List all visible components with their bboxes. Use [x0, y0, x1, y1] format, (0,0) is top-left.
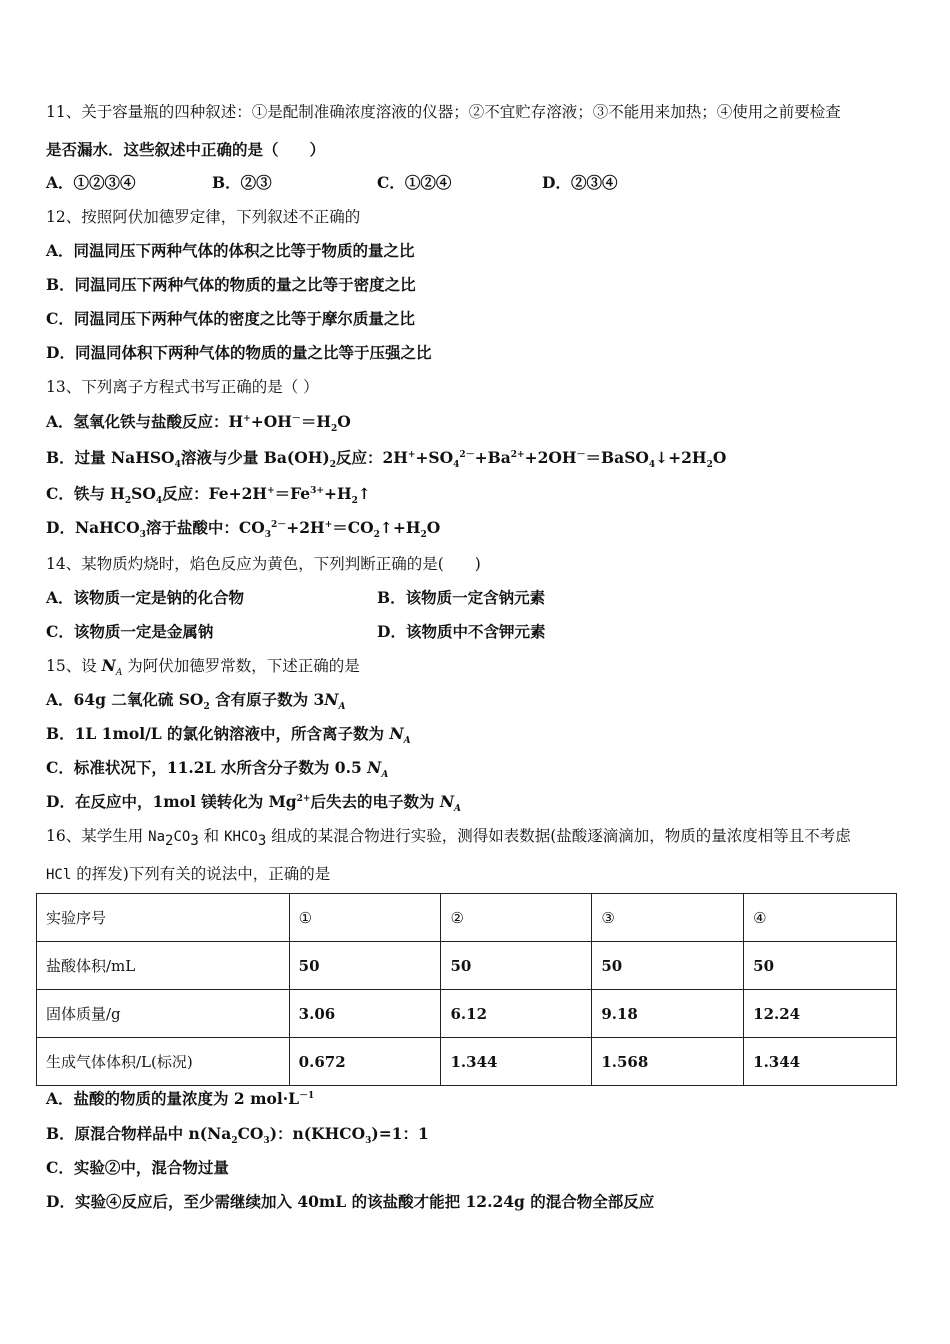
table-row	[37, 894, 897, 942]
q14-option-a: A．该物质一定是钠的化合物	[46, 588, 245, 607]
table-header-cell: 实验序号	[37, 894, 290, 942]
q16-stem-line1: 16、某学生用 $Na_2CO_3$ 和 $KHCO_3$ 组成的某混合物进行实验，测得如表数据(盐酸逐滴滴加，物质的量浓度相等且不考虑	[46, 827, 851, 850]
q14-option-d: D．该物质中不含钾元素	[377, 622, 546, 641]
q11-option-b: B．②③	[212, 173, 272, 192]
q15-option-b: B．1L 1mol/L 的氯化钠溶液中，所含离子数为 $N_A$	[46, 724, 411, 747]
table-cell: 3.06	[289, 990, 441, 1038]
table-cell: 0.672	[289, 1038, 441, 1086]
q13-option-d: D．NaHCO$_3$溶于盐酸中：$CO_3^{2-}+2H^+=CO_2↑+H_2O$	[46, 518, 441, 541]
table-cell: 盐酸体积/mL	[37, 942, 290, 990]
table-row	[37, 942, 897, 990]
q13-option-c: C．铁与 $H_2SO_4$反应：$Fe+2H^+=Fe^{3+}+H_2↑$	[46, 484, 371, 507]
table-cell: 1.568	[592, 1038, 744, 1086]
table-cell: 50	[289, 942, 441, 990]
q13-option-b: B．过量 NaHSO$_4$溶液与少量 $Ba(OH)_2$反应：$2H^++SO_4^{2-}+Ba^{2+}+2OH^-=BaSO_4↓+2H_2O$	[46, 448, 727, 471]
q12-stem: 12、按照阿伏加德罗定律，下列叙述不正确的	[46, 208, 361, 226]
q15-option-a: A．64g 二氧化硫 $SO_2$ 含有原子数为 $3N_A$	[46, 690, 346, 713]
table-header-cell: ①	[289, 894, 441, 942]
q14-option-b: B．该物质一定含钠元素	[377, 588, 546, 607]
table-header-cell: ②	[441, 894, 592, 942]
table-header-cell: ③	[592, 894, 744, 942]
experiment-table	[36, 893, 897, 1086]
q16-option-d: D．实验④反应后，至少需继续加入 40mL 的该盐酸才能把 12.24g 的混合物全部反应	[46, 1192, 655, 1211]
q13-stem: 13、下列离子方程式书写正确的是（ ）	[46, 378, 319, 396]
q11-stem-line2: 是否漏水．这些叙述中正确的是（ ）	[46, 140, 326, 159]
table-cell: 12.24	[744, 990, 897, 1038]
q12-option-d: D．同温同体积下两种气体的物质的量之比等于压强之比	[46, 343, 432, 362]
q11-stem-line1: 11、关于容量瓶的四种叙述：①是配制准确浓度溶液的仪器；②不宜贮存溶液；③不能用来加热；④使用之前要检查	[46, 103, 841, 121]
q16-option-c: C．实验②中，混合物过量	[46, 1158, 229, 1177]
table-row	[37, 990, 897, 1038]
q11-option-c: C．①②④	[377, 173, 452, 192]
q13-option-a: A．氢氧化铁与盐酸反应：$H^++OH^-=H_2O$	[46, 412, 351, 435]
q11-option-d: D．②③④	[542, 173, 618, 192]
q14-option-c: C．该物质一定是金属钠	[46, 622, 214, 641]
q11-option-a: A．①②③④	[46, 173, 136, 192]
q14-stem: 14、某物质灼烧时，焰色反应为黄色，下列判断正确的是( )	[46, 555, 481, 573]
table-row	[37, 1038, 897, 1086]
table-cell: 6.12	[441, 990, 592, 1038]
q16-option-b: B．原混合物样品中 $n(Na_2CO_3)$：$n(KHCO_3)=1$：1	[46, 1124, 429, 1147]
table-cell: 固体质量/g	[37, 990, 290, 1038]
table-cell: 1.344	[744, 1038, 897, 1086]
table-cell: 1.344	[441, 1038, 592, 1086]
q16-stem-line2: HCl 的挥发)下列有关的说法中，正确的是	[46, 865, 331, 883]
q12-option-c: C．同温同压下两种气体的密度之比等于摩尔质量之比	[46, 309, 415, 328]
q16-option-a: A．盐酸的物质的量浓度为 2 $mol\cdot L^{-1}$	[46, 1089, 315, 1108]
table-cell: 生成气体体积/L(标况)	[37, 1038, 290, 1086]
q12-option-a: A．同温同压下两种气体的体积之比等于物质的量之比	[46, 241, 415, 260]
q15-option-d: D．在反应中，1mol 镁转化为 $Mg^{2+}$后失去的电子数为 $N_A$	[46, 792, 462, 815]
table-cell: 50	[592, 942, 744, 990]
table-cell: 9.18	[592, 990, 744, 1038]
table-cell: 50	[744, 942, 897, 990]
q12-option-b: B．同温同压下两种气体的物质的量之比等于密度之比	[46, 275, 416, 294]
q15-stem: 15、设 $N_A$ 为阿伏加德罗常数，下述正确的是	[46, 656, 360, 679]
table-cell: 50	[441, 942, 592, 990]
table-header-cell: ④	[744, 894, 897, 942]
q15-option-c: C．标准状况下，11.2L 水所含分子数为 0.5 $N_A$	[46, 758, 389, 781]
